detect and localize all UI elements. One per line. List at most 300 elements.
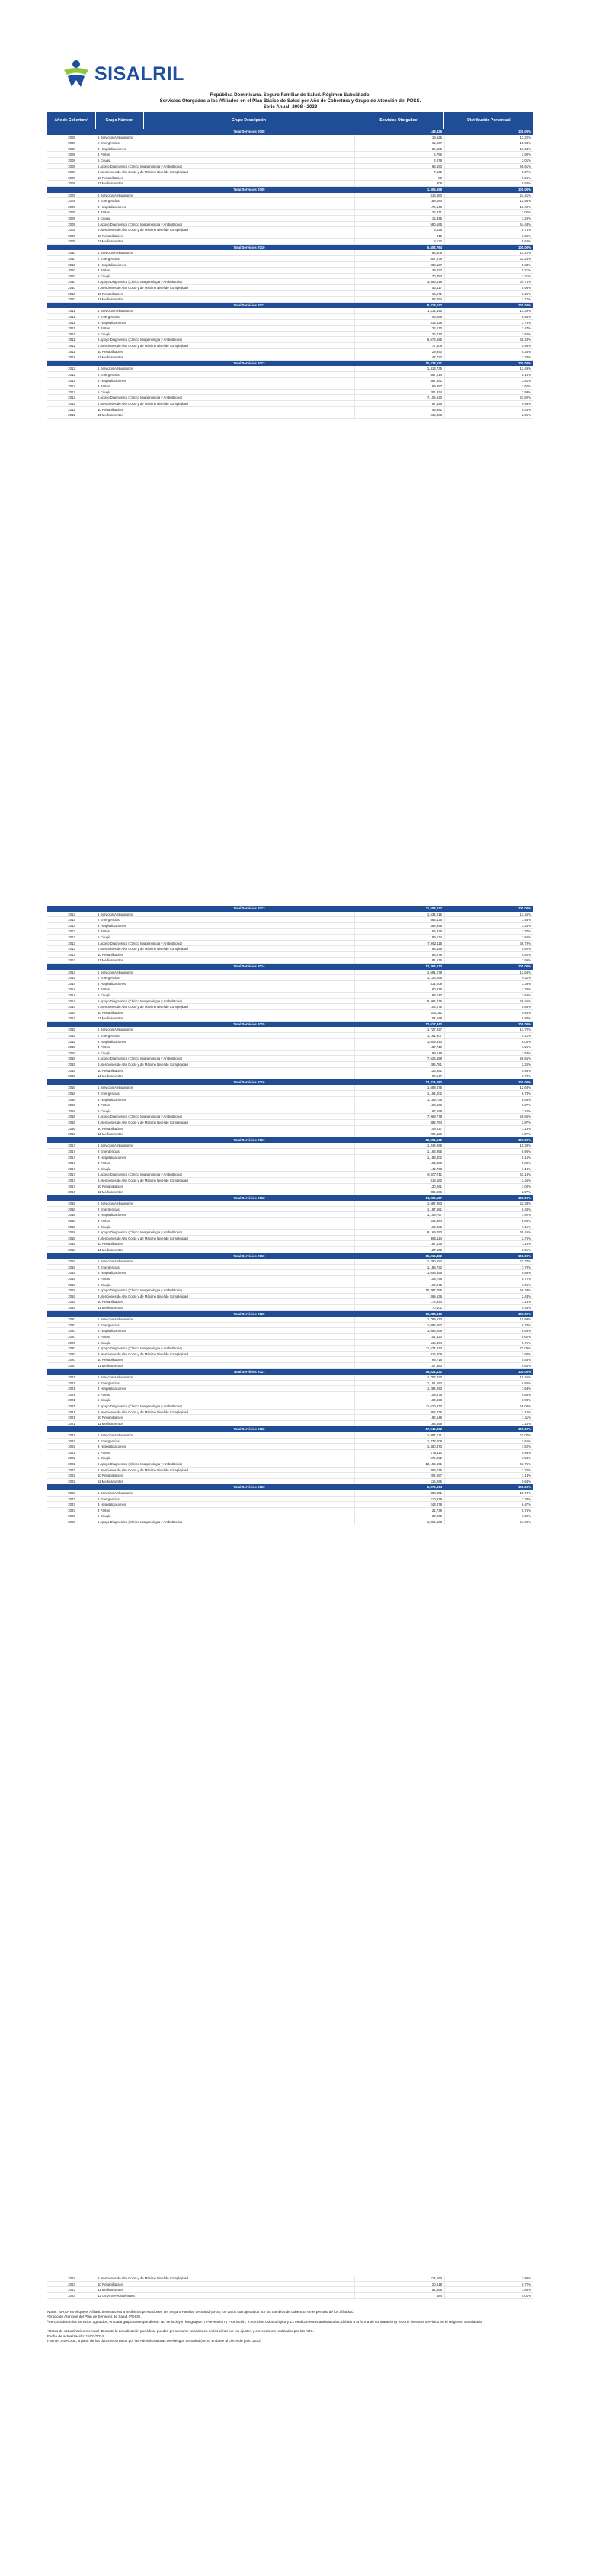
table-row xyxy=(47,1178,533,1184)
services-cell: 104,089 xyxy=(354,1160,444,1166)
year-cell: 2022 xyxy=(68,1439,75,1443)
percent-cell: 7.63% xyxy=(444,1386,533,1391)
table-row xyxy=(47,1265,533,1271)
year-cell: 2008 xyxy=(68,175,75,180)
percent-cell: 1.66% xyxy=(444,935,533,940)
header-percent: Distribución Porcentual xyxy=(467,118,511,123)
services-cell: 157,719 xyxy=(354,1044,444,1050)
group-cell: 5 Cirugía xyxy=(98,332,111,336)
table-row xyxy=(47,308,533,314)
group-cell: 8 Atenciones de Alto Costo y de Máximo Nivel de Complejidad xyxy=(98,1236,188,1240)
services-cell: 52,595 xyxy=(354,2287,444,2292)
services-cell: 1,987,121 xyxy=(354,1432,444,1438)
year-cell: 2010 xyxy=(68,286,75,290)
table-row xyxy=(47,1468,533,1474)
table-row xyxy=(47,1340,533,1346)
group-cell: 5 Cirugía xyxy=(98,1398,111,1403)
services-cell: 1,155,735 xyxy=(354,1097,444,1102)
services-cell: 580,165 xyxy=(354,222,444,227)
year-cell: 2023 xyxy=(68,2282,75,2286)
table-row xyxy=(47,1062,533,1068)
percent-cell: 0.58% xyxy=(444,1357,533,1362)
table-row xyxy=(47,1241,533,1247)
services-cell: 815 xyxy=(354,233,444,239)
group-cell: 3 Hospitalizaciones xyxy=(98,1387,126,1391)
year-cell: 2008 xyxy=(68,152,75,157)
total-group-cell xyxy=(96,1253,144,1259)
services-cell: 26,771 xyxy=(354,210,444,215)
table-row xyxy=(47,986,533,993)
year-cell: 2011 xyxy=(68,332,75,336)
header-services: Servicios Otorgados³ xyxy=(354,112,444,129)
group-cell: 1 Servicios Ambulatorios xyxy=(98,193,134,197)
percent-cell: 0.66% xyxy=(444,1363,533,1368)
percent-cell: 8.68% xyxy=(444,1097,533,1102)
group-cell: 3 Hospitalizaciones xyxy=(98,146,126,151)
year-cell: 2019 xyxy=(68,1271,75,1275)
table-row xyxy=(47,349,533,355)
table-row xyxy=(47,952,533,958)
table-row xyxy=(47,1403,533,1410)
total-services: 148,436 xyxy=(430,130,442,133)
year-cell: 2019 xyxy=(68,1259,75,1264)
table-row xyxy=(47,1432,533,1439)
table-row xyxy=(47,1004,533,1010)
percent-cell: 0.29% xyxy=(444,291,533,297)
group-cell: 11 Medicamentos xyxy=(98,413,123,418)
total-percent: 100.00% xyxy=(518,187,531,191)
table-row xyxy=(47,917,533,923)
table-header xyxy=(47,112,533,129)
percent-cell: 1.52% xyxy=(444,332,533,337)
table-row xyxy=(47,1033,533,1039)
percent-cell: 1.18% xyxy=(444,1299,533,1304)
services-cell: 115,265 xyxy=(354,1479,444,1484)
percent-cell: 14.22% xyxy=(444,250,533,255)
group-cell: 4 Partos xyxy=(98,929,110,934)
group-cell: 2 Emergencias xyxy=(98,1149,120,1153)
table-row xyxy=(47,291,533,297)
group-cell: 2 Emergencias xyxy=(98,1034,120,1038)
year-cell: 2018 xyxy=(68,1248,75,1253)
year-cell: 2010 xyxy=(68,297,75,302)
percent-cell: 1.59% xyxy=(444,958,533,963)
percent-cell: 68.45% xyxy=(444,999,533,1004)
year-cell: 2019 xyxy=(68,1282,75,1287)
year-cell: 2016 xyxy=(68,1086,75,1090)
group-cell: 8 Atenciones de Alto Costo y de Máximo Nivel de Complejidad xyxy=(98,1468,188,1472)
percent-cell: 0.71% xyxy=(444,1340,533,1346)
title-line-2: Servicios Otorgados a los Afiliados en el Plan Básico de Salud por Año de Cobertura y Grupo de Atención del PDSS. xyxy=(159,98,421,104)
services-cell: 1,151,592 xyxy=(354,1381,444,1386)
year-cell: 2020 xyxy=(68,1323,75,1327)
group-cell: 1 Servicios Ambulatorios xyxy=(98,912,134,916)
table-body xyxy=(47,906,533,1525)
year-cell: 2014 xyxy=(68,1016,75,1021)
year-cell: 2019 xyxy=(68,1305,75,1310)
table-row xyxy=(47,1397,533,1403)
total-percent: 100.00% xyxy=(518,303,531,307)
note-2: ²Grupo de Atención del Plan de Servicios de Salud (PDSS). xyxy=(47,2315,142,2319)
group-cell: 1 Servicios Ambulatorios xyxy=(98,1433,134,1438)
total-year-cell xyxy=(47,245,96,251)
total-year-cell xyxy=(47,303,96,309)
year-cell: 2023 xyxy=(68,1519,75,1524)
year-cell: 2015 xyxy=(68,1045,75,1050)
percent-cell: 1.72% xyxy=(444,1468,533,1473)
total-year-cell xyxy=(47,1195,96,1201)
group-cell: 2 Emergencias xyxy=(98,372,120,377)
group-cell: 8 Atenciones de Alto Costo y de Máximo Nivel de Complejidad xyxy=(98,1178,188,1182)
table-row xyxy=(47,1184,533,1190)
total-percent: 100.00% xyxy=(518,1485,531,1490)
percent-cell: 68.33% xyxy=(444,1288,533,1293)
services-cell: 210,979 xyxy=(354,1497,444,1502)
group-cell: 4 Partos xyxy=(98,210,110,215)
group-cell: 8 Atenciones de Alto Costo y de Máximo Nivel de Complejidad xyxy=(98,286,188,290)
group-cell: 1 Servicios Ambulatorios xyxy=(98,367,134,371)
services-cell: 175,110 xyxy=(354,1450,444,1455)
year-cell: 2021 xyxy=(68,1375,75,1380)
table-row xyxy=(47,1334,533,1340)
table-row xyxy=(47,1386,533,1392)
percent-cell: 8.47% xyxy=(444,1502,533,1507)
group-cell: 2 Emergencias xyxy=(98,1381,120,1385)
year-cell: 2014 xyxy=(68,1010,75,1015)
table-row xyxy=(47,1375,533,1381)
year-cell: 2009 xyxy=(68,199,75,204)
percent-cell: 5.07% xyxy=(444,169,533,175)
group-cell: 4 Partos xyxy=(98,1334,110,1339)
group-cell: 5 Cirugía xyxy=(98,1340,111,1345)
group-cell: 11 Medicamentos xyxy=(98,1016,123,1021)
table-row xyxy=(47,1068,533,1074)
year-cell: 2021 xyxy=(68,1398,75,1403)
group-cell: 8 Atenciones de Alto Costo y de Máximo Nivel de Complejidad xyxy=(98,170,188,175)
table-row xyxy=(47,1415,533,1421)
total-percent: 100.00% xyxy=(518,1022,531,1026)
year-cell: 2010 xyxy=(68,291,75,296)
table-row xyxy=(47,970,533,976)
table-body xyxy=(47,129,533,419)
group-cell: 3 Hospitalizaciones xyxy=(98,923,126,928)
year-cell: 2015 xyxy=(68,1063,75,1067)
total-year-cell xyxy=(47,1484,96,1490)
header-year: Año de Cobertura¹ xyxy=(47,112,96,129)
percent-cell: 0.71% xyxy=(444,268,533,273)
table-row xyxy=(47,175,533,181)
group-cell: 6 Apoyo Diagnóstico (Clínico Imagenología y Ambulatorio) xyxy=(98,338,182,342)
percent-cell: 1.93% xyxy=(444,390,533,395)
group-cell: 10 Rehabilitación xyxy=(98,407,123,412)
year-cell: 2021 xyxy=(68,1416,75,1420)
services-cell: 193,142 xyxy=(354,993,444,998)
percent-cell: 2.01% xyxy=(444,158,533,163)
services-cell: 2,979 xyxy=(354,158,444,163)
services-cell: 11,620,970 xyxy=(354,1403,444,1409)
services-cell: 176,140 xyxy=(354,204,444,210)
group-cell: 8 Atenciones de Alto Costo y de Máximo Nivel de Complejidad xyxy=(98,228,188,233)
percent-cell: 13.22% xyxy=(444,135,533,140)
table-row xyxy=(47,1455,533,1461)
services-cell: 189,134 xyxy=(354,935,444,940)
group-cell: 3 Hospitalizaciones xyxy=(98,1445,126,1449)
percent-cell: 8.53% xyxy=(444,314,533,319)
group-cell: 5 Cirugía xyxy=(98,390,111,394)
group-cell: 4 Partos xyxy=(98,326,110,331)
year-cell: 2016 xyxy=(68,1120,75,1124)
percent-cell: 2.75% xyxy=(444,1236,533,1241)
group-cell: 3 Hospitalizaciones xyxy=(98,981,126,986)
percent-cell: 0.48% xyxy=(444,407,533,412)
year-cell: 2013 xyxy=(68,929,75,934)
table-row xyxy=(47,164,533,170)
total-label: Total Servicios 2015 xyxy=(233,1022,265,1026)
services-cell: 7,526,189 xyxy=(354,1056,444,1061)
percent-cell: 0.85% xyxy=(444,1010,533,1015)
services-cell: 20,618 xyxy=(354,2282,444,2287)
percent-cell: 0.52% xyxy=(444,952,533,958)
table-row xyxy=(47,1323,533,1329)
table-row xyxy=(47,1294,533,1300)
group-cell: 2 Emergencias xyxy=(98,199,120,204)
group-cell: 2 Emergencias xyxy=(98,1092,120,1096)
total-group-cell xyxy=(96,1079,144,1086)
group-cell: 5 Cirugía xyxy=(98,1224,111,1229)
year-cell: 2011 xyxy=(68,338,75,342)
year-cell: 2010 xyxy=(68,268,75,273)
group-cell: 2 Emergencias xyxy=(98,918,120,922)
table-row xyxy=(47,285,533,291)
group-cell: 11 Medicamentos xyxy=(98,1363,123,1368)
year-cell: 2015 xyxy=(68,1057,75,1061)
year-cell: 2010 xyxy=(68,251,75,255)
services-cell: 126,710 xyxy=(354,332,444,337)
group-cell: 6 Apoyo Diagnóstico (Clínico Imagenología y Ambulatorio) xyxy=(98,396,182,400)
table-row xyxy=(47,198,533,204)
total-percent: 100.00% xyxy=(518,1195,531,1200)
percent-cell: 8.96% xyxy=(444,1149,533,1154)
table-row xyxy=(47,1439,533,1445)
group-cell: 5 Cirugía xyxy=(98,1108,111,1113)
table-row xyxy=(47,297,533,303)
total-percent: 100.00% xyxy=(518,245,531,249)
year-cell: 2012 xyxy=(68,413,75,418)
group-cell: 2 Emergencias xyxy=(98,315,120,319)
year-cell: 2019 xyxy=(68,1300,75,1304)
year-cell: 2017 xyxy=(68,1149,75,1153)
table-row xyxy=(47,981,533,987)
year-cell: 2023 xyxy=(68,1508,75,1513)
group-cell: 4 Partos xyxy=(98,1103,110,1108)
note-date: Fecha de actualización: 15/03/2024 xyxy=(47,2334,104,2338)
total-group-cell xyxy=(96,1484,144,1490)
services-cell: 101,520 xyxy=(354,1334,444,1339)
total-services: 11,408,672 xyxy=(425,906,442,910)
services-cell: 70,753 xyxy=(354,274,444,279)
year-cell: 2013 xyxy=(68,958,75,963)
table-row xyxy=(47,1328,533,1334)
services-cell: 15,671 xyxy=(354,291,444,297)
services-cell: 1,126,255 xyxy=(354,975,444,980)
table-row xyxy=(47,1299,533,1305)
percent-cell: 1.15% xyxy=(444,1421,533,1426)
group-cell: 2 Emergencias xyxy=(98,1323,120,1327)
year-cell: 2016 xyxy=(68,1108,75,1113)
group-cell: 5 Cirugía xyxy=(98,274,111,278)
table-row xyxy=(47,1044,533,1051)
percent-cell: 6.73% xyxy=(444,1323,533,1328)
year-cell: 2008 xyxy=(68,164,75,168)
services-cell: 607,679 xyxy=(354,256,444,261)
percent-cell: 0.05% xyxy=(444,175,533,181)
group-cell: 10 Rehabilitación xyxy=(98,349,123,354)
year-cell: 2021 xyxy=(68,1410,75,1414)
services-cell: 1,114,145 xyxy=(354,308,444,313)
group-cell: 1 Servicios Ambulatorios xyxy=(98,1317,134,1322)
services-cell: 5,676,585 xyxy=(354,337,444,342)
percent-cell: 1.53% xyxy=(444,1455,533,1461)
services-cell: 167,135 xyxy=(354,1241,444,1246)
logo-mark-icon xyxy=(61,59,91,88)
total-percent: 100.00% xyxy=(518,1311,531,1316)
total-year-cell xyxy=(47,1022,96,1028)
year-cell: 2016 xyxy=(68,1097,75,1102)
year-cell: 2017 xyxy=(68,1144,75,1148)
total-label: Total Servicios 2011 xyxy=(233,303,265,307)
services-cell: 128,596 xyxy=(354,1102,444,1108)
group-cell: 1 Servicios Ambulatorios xyxy=(98,1028,134,1032)
note-1: Notas: SIRSA en el que el Afiliado tiene acceso a recibir las prestaciones del Seguro Familiar de Salud (SFS), los datos son ajustados por los cambios de cobertura en el periodo de los afiliados. xyxy=(47,2310,354,2314)
percent-cell: 0.82% xyxy=(444,946,533,951)
services-cell: 1,789,673 xyxy=(354,1317,444,1322)
percent-cell: 0.98% xyxy=(444,1397,533,1403)
table-row xyxy=(47,941,533,947)
group-cell: 11 Medicamentos xyxy=(98,1421,123,1426)
year-cell: 2021 xyxy=(68,1421,75,1426)
total-year-cell xyxy=(47,964,96,970)
percent-cell: 10.99% xyxy=(444,1317,533,1322)
total-percent: 100.00% xyxy=(518,906,531,910)
group-cell: 6 Apoyo Diagnóstico (Clínico Imagenología y Ambulatorio) xyxy=(98,280,182,284)
services-cell: 385,906 xyxy=(354,1189,444,1195)
percent-cell: 0.98% xyxy=(444,1068,533,1073)
table-row xyxy=(47,1381,533,1387)
total-services: 5,402,764 xyxy=(427,245,442,249)
percent-cell: 1.13% xyxy=(444,1473,533,1478)
group-cell: 8 Atenciones de Alto Costo y de Máximo Nivel de Complejidad xyxy=(98,2276,188,2280)
services-cell: 308,251 xyxy=(354,1490,444,1496)
percent-cell: 0.80% xyxy=(444,1218,533,1224)
services-cell: 308,015 xyxy=(354,1468,444,1473)
total-label: Total Servicios 2021 xyxy=(233,1369,265,1374)
year-cell: 2011 xyxy=(68,343,75,348)
services-cell: 288,127 xyxy=(354,262,444,268)
group-cell: 3 Hospitalizaciones xyxy=(98,1039,126,1044)
percent-cell: 1.47% xyxy=(444,326,533,331)
group-cell: 3 Hospitalizaciones xyxy=(98,1213,126,1217)
services-cell: 9,526 xyxy=(354,227,444,233)
percent-cell: 0.62% xyxy=(444,239,533,244)
group-cell: 3 Hospitalizaciones xyxy=(98,1503,126,1507)
year-cell: 2017 xyxy=(68,1173,75,1177)
percent-cell: 9.16% xyxy=(444,1155,533,1160)
total-percent: 100.00% xyxy=(518,130,531,133)
total-services: 17,946,302 xyxy=(425,1427,442,1432)
year-cell: 2019 xyxy=(68,1288,75,1293)
percent-cell: 8.74% xyxy=(444,1091,533,1096)
percent-cell: 65.45% xyxy=(444,1230,533,1235)
year-cell: 2010 xyxy=(68,262,75,267)
percent-cell: 8.18% xyxy=(444,372,533,377)
total-services: 16,821,432 xyxy=(425,1369,442,1374)
percent-cell: 2.45% xyxy=(444,1178,533,1183)
table-row xyxy=(47,1027,533,1033)
year-cell: 2014 xyxy=(68,1005,75,1009)
group-cell: 3 Hospitalizaciones xyxy=(98,262,126,267)
group-cell: 5 Cirugía xyxy=(98,1166,111,1171)
total-group-cell xyxy=(96,1426,144,1432)
group-cell: 11 Medicamentos xyxy=(98,181,123,186)
year-cell: 2015 xyxy=(68,1028,75,1032)
group-cell: 3 Hospitalizaciones xyxy=(98,1097,126,1102)
total-label: Total Servicios 2018 xyxy=(233,1195,265,1200)
table-row xyxy=(47,274,533,280)
services-cell: 58,879 xyxy=(354,952,444,958)
services-cell: 130,261 xyxy=(354,1184,444,1189)
services-cell: 149,817 xyxy=(354,1126,444,1131)
services-cell: 97,146 xyxy=(354,401,444,406)
group-cell: 1 Servicios Ambulatorios xyxy=(98,1086,134,1090)
services-cell: 316,209 xyxy=(354,1352,444,1357)
services-cell: 115,364 xyxy=(354,1340,444,1346)
services-cell: 184 xyxy=(354,2293,444,2299)
table-row xyxy=(47,1102,533,1108)
table-row xyxy=(47,1201,533,1207)
percent-cell: 0.06% xyxy=(444,233,533,239)
table-row xyxy=(47,1120,533,1126)
percent-cell: 12.68% xyxy=(444,1085,533,1090)
group-cell: 5 Cirugía xyxy=(98,1051,111,1055)
percent-cell: 1.83% xyxy=(444,2287,533,2292)
percent-cell: 46.61% xyxy=(444,164,533,169)
group-cell: 11 Medicamentos xyxy=(98,1074,123,1079)
group-cell: 1 Servicios Ambulatorios xyxy=(98,1201,134,1206)
group-cell: 8 Atenciones de Alto Costo y de Máximo Nivel de Complejidad xyxy=(98,1063,188,1067)
percent-cell: 3.23% xyxy=(444,923,533,929)
group-cell: 5 Cirugía xyxy=(98,1514,111,1519)
percent-cell: 1.30% xyxy=(444,986,533,992)
services-cell: 52,117 xyxy=(354,285,444,290)
table-row xyxy=(47,314,533,320)
total-label: Total Servicios 2013 xyxy=(233,906,265,910)
table-row xyxy=(47,1270,533,1276)
percent-cell: 7.52% xyxy=(444,1444,533,1449)
services-cell: 104,168 xyxy=(354,1015,444,1021)
percent-cell: 69.79% xyxy=(444,941,533,946)
services-cell: 11,574,873 xyxy=(354,1346,444,1351)
total-services: 10,478,531 xyxy=(425,361,442,365)
total-services: 12,617,342 xyxy=(425,1022,442,1026)
percent-cell: 13.49% xyxy=(444,366,533,371)
services-cell: 70,102 xyxy=(354,1305,444,1310)
group-cell: 10 Rehabilitación xyxy=(98,291,123,296)
services-cell: 352,775 xyxy=(354,1410,444,1415)
year-cell: 2013 xyxy=(68,947,75,951)
percent-cell: 6.85% xyxy=(444,1381,533,1386)
group-cell: 1 Servicios Ambulatorios xyxy=(98,251,134,255)
table-row xyxy=(47,378,533,384)
